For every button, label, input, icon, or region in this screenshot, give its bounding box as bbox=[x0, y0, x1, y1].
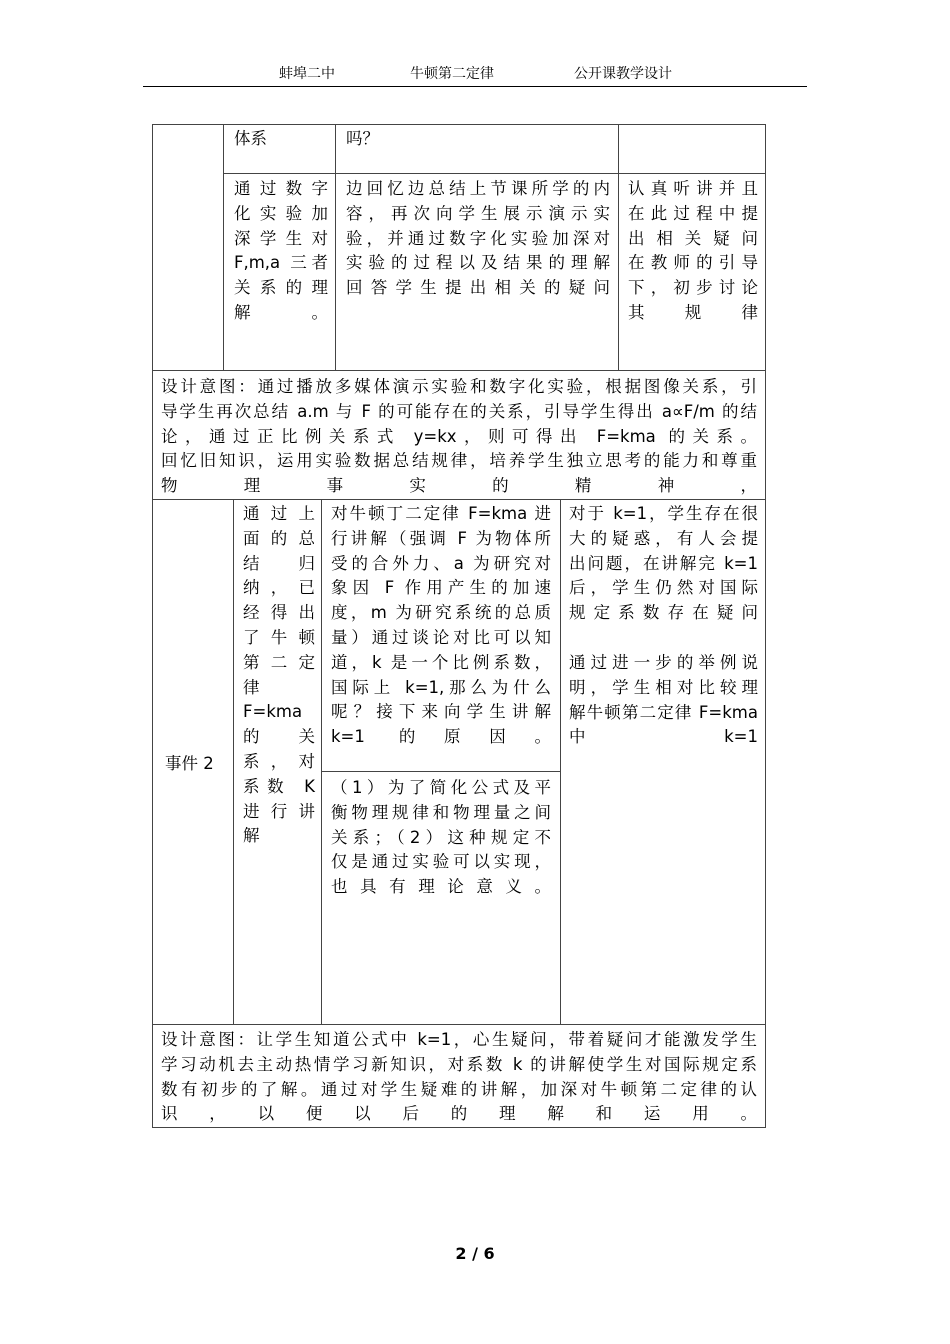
table1-row1-col3: 吗？ bbox=[346, 129, 379, 148]
row-divider bbox=[321, 771, 560, 772]
table1-teacher-activity: 边回忆边总结上节课所学的内 容，再次向学生展示演示实 验，并通过数字化实验加深对 实验的过程以及结果的理解 回答学生提出相关的疑问 bbox=[346, 179, 610, 298]
table1-row1-col2: 体系 bbox=[234, 129, 267, 148]
table1-student-activity: 认真听讲并且 在此过程中提 出相关疑问 在教师的引导 下，初步讨论 其规律 bbox=[628, 179, 758, 322]
row-divider bbox=[223, 173, 766, 174]
header-doc-type: 公开课教学设计 bbox=[574, 66, 672, 82]
column-divider bbox=[335, 124, 336, 370]
event-label: 事件 2 bbox=[165, 754, 214, 773]
page-number: 2 / 6 bbox=[455, 1244, 495, 1263]
table2-student-understanding: 通过进一步的举例说 明，学生相对比较理 解牛顿第二定律 F=kma 中 k=1 bbox=[569, 653, 758, 747]
table2-teacher-explanation: 对牛顿丁二定律 F=kma 进 行讲解（强调 F 为物体所 受的合外力、a 为研究对 象因 F 作用产生的加速 度，m 为研究系统的总质 量）通过谈论对比可以知 道，k 是一个比例系数， 国际上 k=1,那么为什么 呢？接下来向学生讲解 k=1 的原因。 bbox=[331, 504, 551, 747]
table2-objective: 通过上 面的总 结 归 纳，已 经得出 了牛顿 第二定 律 F=kma 的 关 系，对 系数 K 进行讲 解 bbox=[243, 504, 315, 846]
row-divider bbox=[152, 370, 766, 371]
page-header bbox=[143, 64, 807, 87]
table2-student-question: 对于 k=1，学生存在很 大的疑惑，有人会提 出问题，在讲解完 k=1 后，学生仍然对国际 规定系数存在疑问 bbox=[569, 504, 758, 623]
design-intent-1: 设计意图：通过播放多媒体演示实验和数字化实验，根据图像关系，引 导学生再次总结 a.m 与 F 的可能存在的关系，引导学生得出 a∝F/m 的结 论，通过正比例关系式 y=kx，则可得出 F=kma 的关系。 回忆旧知识，运用实验数据总结规律，培养学生独立思考的能力和尊重 物理事实的精神， bbox=[161, 377, 757, 496]
table2-teacher-reason: （1）为了简化公式及平 衡物理规律和物理量之间 关系；（2）这种规定不 仅是通过实验可以实现， 也具有理论意义。 bbox=[331, 778, 551, 897]
column-divider bbox=[233, 499, 234, 1024]
header-school: 蚌埠二中 bbox=[279, 66, 335, 82]
table1-objective: 通过数字 化实验加 深学生对 F,m,a 三者 关系的理 解。 bbox=[234, 179, 328, 322]
design-intent-2: 设计意图：让学生知道公式中 k=1，心生疑问，带着疑问才能激发学生 学习动机去主动热情学习新知识，对系数 k 的讲解使学生对国际规定系 数有初步的了解。通过对学生疑难的讲解，加深对牛顿第二定律的认 识，以便以后的理解和运用。 bbox=[161, 1030, 757, 1124]
column-divider bbox=[321, 499, 322, 1024]
column-divider bbox=[618, 124, 619, 370]
header-topic: 牛顿第二定律 bbox=[410, 66, 494, 82]
row-divider bbox=[152, 499, 766, 500]
column-divider bbox=[560, 499, 561, 1024]
row-divider bbox=[152, 1024, 766, 1025]
column-divider bbox=[223, 124, 224, 370]
